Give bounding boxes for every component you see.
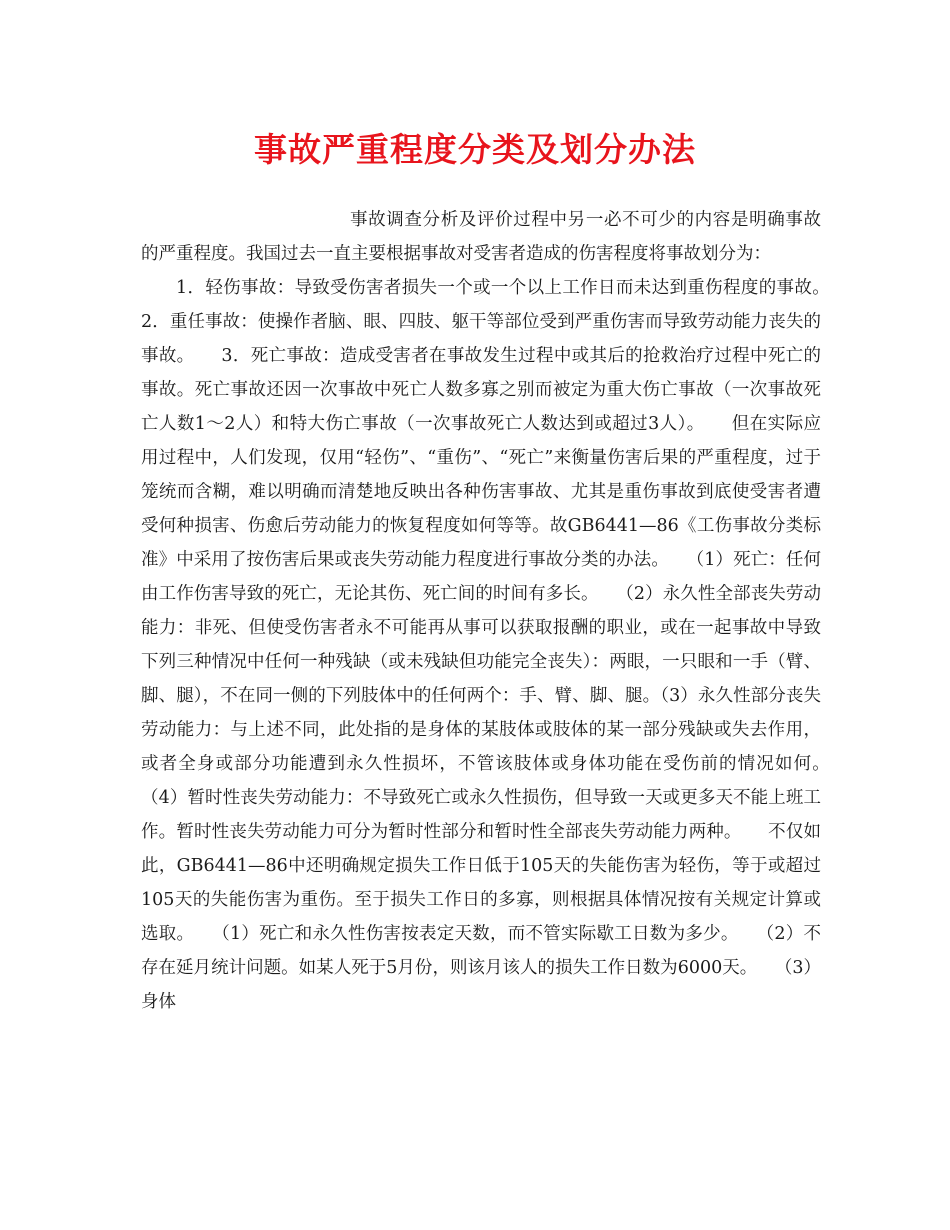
page-title: 事故严重程度分类及划分办法 — [254, 130, 696, 169]
body-paragraph-main: 1．轻伤事故：导致受伤害者损失一个或一个以上工作日而未达到重伤程度的事故。 2．重任事故：使操作者脑、眼、四肢、躯干等部位受到严重伤害而导致劳动能力丧失的事故。 3．死亡事故：造成受害者在事故发生过程中或其后的抢救治疗过程中死亡的事故。死亡事故还因一次事故中死亡人数多寡之别而被定为重大伤亡事故（一次事故死亡人数1～2人）和特大伤亡事故（一次事故死亡人数达到或超过3人）。 但在实际应用过程中，人们发现，仅用“轻伤”、“重伤”、“死亡”来衡量伤害后果的严重程度，过于笼统而含糊，难以明确而清楚地反映出各种伤害事故、尤其是重伤事故到底使受害者遭受何种损害、伤愈后劳动能力的恢复程度如何等等。故GB6441—86《工伤事故分类标准》中采用了按伤害后果或丧失劳动能力程度进行事故分类的办法。 （1）死亡：任何由工作伤害导致的死亡，无论其伤、死亡间的时间有多长。 （2）永久性全部丧失劳动能力：非死、但使受伤害者永不可能再从事可以获取报酬的职业，或在一起事故中导致下列三种情况中任何一种残缺（或未残缺但功能完全丧失）：两眼，一只眼和一手（臂、脚、腿），不在同一侧的下列肢体中的任何两个：手、臂、脚、腿。（3）永久性部分丧失劳动能力：与上述不同，此处指的是身体的某肢体或肢体的某一部分残缺或失去作用，或者全身或部分功能遭到永久性损坏，不管该肢体或身体功能在受伤前的情况如何。 （4）暂时性丧失劳动能力：不导致死亡或永久性损伤，但导致一天或更多天不能上班工作。暂时性丧失劳动能力可分为暂时性部分和暂时性全部丧失劳动能力两种。 不仅如此，GB6441—86中还明确规定损失工作日低于105天的失能伤害为轻伤，等于或超过105天的失能伤害为重伤。至于损失工作日的多寡，则根据具体情况按有关规定计算或选取。 （1）死亡和永久性伤害按表定天数，而不管实际歇工日数为多少。 （2）不存在延月统计问题。如某人死于5月份，则该月该人的损失工作日数为6000天。 （3）身体 — [141, 278, 856, 1012]
body-paragraph-intro: 事故调查分析及评价过程中另一必不可少的内容是明确事故的严重程度。我国过去一直主要根据事故对受害者造成的伤害程度将事故划分为： — [141, 210, 821, 264]
